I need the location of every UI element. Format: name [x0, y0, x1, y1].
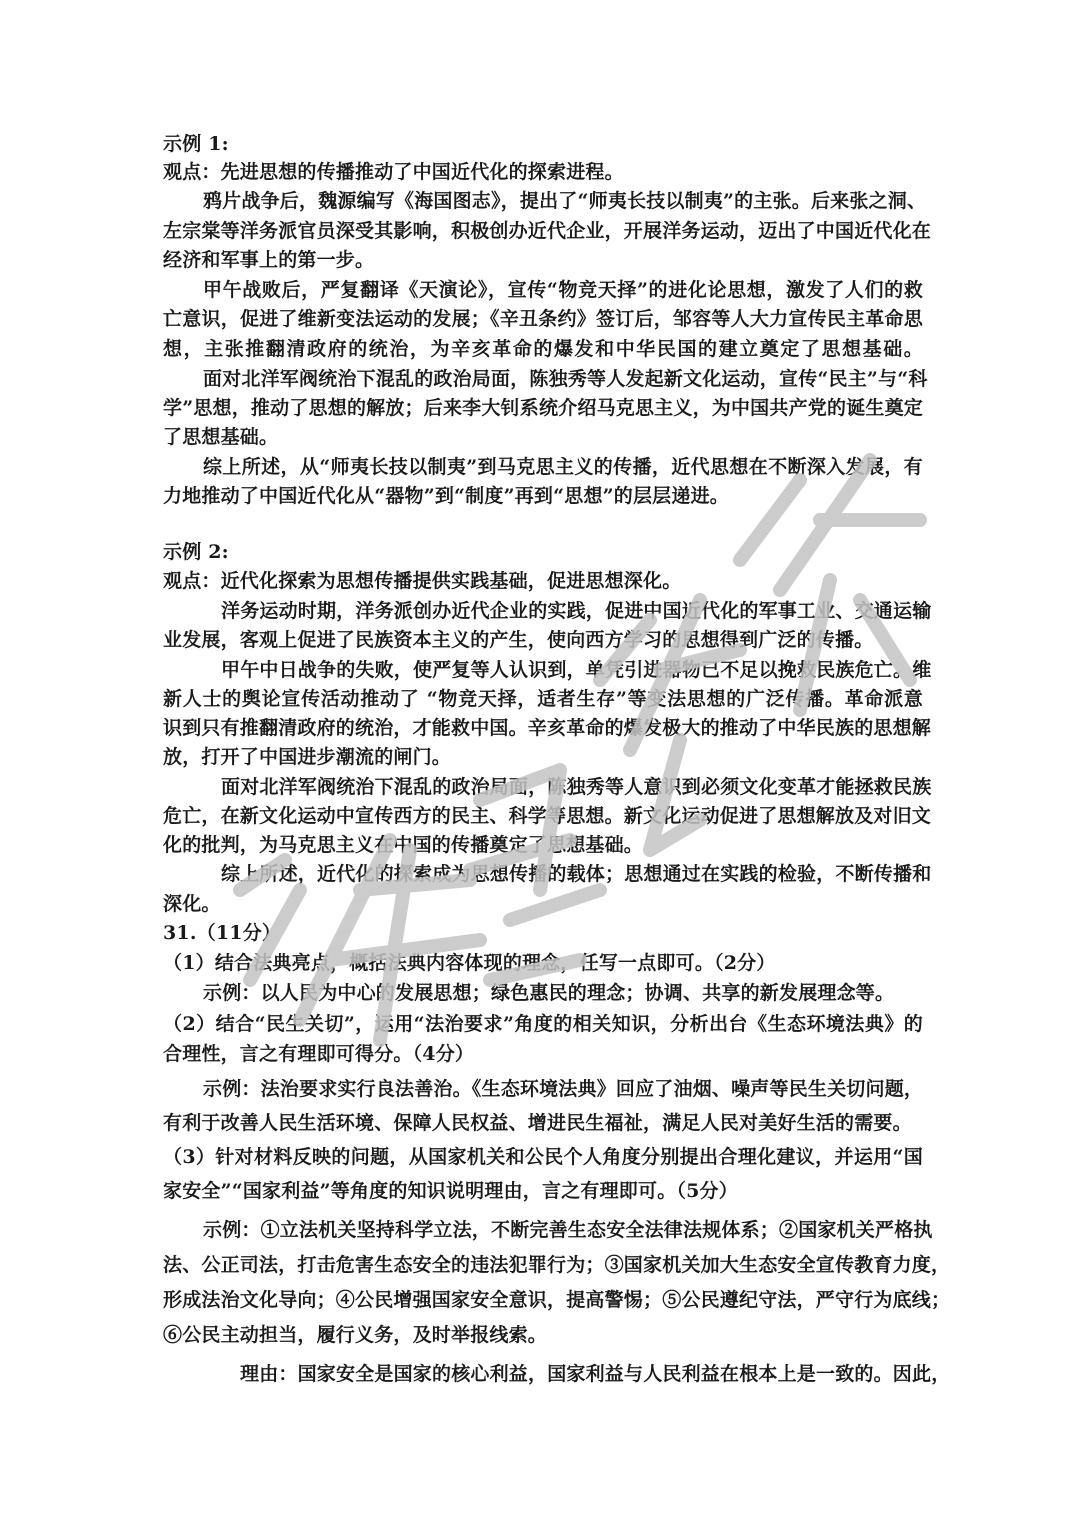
example1-title: 示例 1: — [163, 133, 229, 155]
question31-answer2: 有利于改善人民生活环境、保障人民权益、增进民生福祉，满足人民对美好生活的需要。 — [163, 1112, 912, 1134]
question31-header: 31.（11分） — [163, 922, 282, 944]
example1-line: 了思想基础。 — [163, 426, 279, 448]
question31-answer3: 形成法治文化导向；④公民增强国家安全意识，提高警惕；⑤公民遵纪守法，严守行为底线； — [163, 1289, 951, 1311]
example2-line: 面对北洋军阀统治下混乱的政治局面，陈独秀等人意识到必须文化变革才能拯救民族 — [221, 776, 932, 798]
question31-answer3: ⑥公民主动担当，履行义务，及时举报线索。 — [163, 1324, 548, 1346]
example1-viewpoint: 观点：先进思想的传播推动了中国近代化的探索进程。 — [163, 161, 624, 183]
example2-title: 示例 2: — [163, 541, 229, 563]
question31-part3: 家安全”“国家利益”等角度的知识说明理由，言之有理即可。（5分） — [163, 1180, 738, 1202]
example1-line: 左宗棠等洋务派官员深受其影响，积极创办近代企业，开展洋务运动，迈出了中国近代化在 — [163, 220, 932, 242]
example2-viewpoint: 观点：近代化探索为思想传播提供实践基础，促进思想深化。 — [163, 570, 682, 592]
example2-line: 危亡，在新文化运动中宣传西方的民主、科学等思想。新文化运动促进了思想解放及对旧文 — [163, 805, 932, 827]
example1-line: 鸦片战争后，魏源编写《海国图志》，提出了“师夷长技以制夷”的主张。后来张之洞、 — [203, 190, 927, 212]
example2-line: 识到只有推翻清政府的统治，才能救中国。辛亥革命的爆发极大的推动了中华民族的思想解 — [163, 717, 932, 739]
example2-line: 综上所述，近代化的探索成为思想传播的载体；思想通过在实践的检验，不断传播和 — [221, 863, 932, 885]
example1-line: 甲午战败后，严复翻译《天演论》，宣传“物竞天择”的进化论思想，激发了人们的救 — [203, 279, 923, 301]
example2-line: 洋务运动时期，洋务派创办近代企业的实践，促进中国近代化的军事工业、交通运输 — [221, 600, 932, 622]
example2-line: 深化。 — [163, 893, 221, 915]
example2-line: 甲午中日战争的失败，使严复等人认识到，单凭引进器物已不足以挽救民族危亡。维 — [221, 659, 932, 681]
question31-answer3: 示例：①立法机关坚持科学立法，不断完善生态安全法律法规体系；②国家机关严格执 — [203, 1219, 933, 1241]
example1-line: 力地推动了中国近代化从“器物”到“制度”再到“思想”的层层递进。 — [163, 485, 729, 507]
question31-answer3: 法、公正司法，打击危害生态安全的违法犯罪行为；③国家机关加大生态安全宣传教育力度， — [163, 1254, 951, 1276]
example2-line: 新人士的舆论宣传活动推动了 “物竞天择，适者生存”等变法思想的广泛传播。革命派意 — [163, 688, 923, 710]
question31-part3: （3）针对材料反映的问题，从国家机关和公民个人角度分别提出合理化建议，并运用“国 — [163, 1146, 923, 1168]
question31-part2: （2）结合“民生关切”，运用“法治要求”角度的相关知识，分析出台《生态环境法典》的 — [163, 1013, 923, 1035]
example1-line: 亡意识，促进了维新变法运动的发展；《辛丑条约》签订后，邹容等人大力宣传民主革命思 — [163, 308, 923, 330]
example2-line: 放，打开了中国进步潮流的闸门。 — [163, 746, 452, 768]
question31-answer2: 示例：法治要求实行良法善治。《生态环境法典》回应了油烟、噪声等民生关切问题， — [203, 1078, 924, 1100]
question31-part2: 合理性，言之有理即可得分。（4分） — [163, 1043, 475, 1065]
example1-line: 学”思想，推动了思想的解放；后来李大钊系统介绍马克思主义，为中国共产党的诞生奠定 — [163, 397, 923, 419]
example1-line: 面对北洋军阀统治下混乱的政治局面，陈独秀等人发起新文化运动，宣传“民主”与“科 — [203, 368, 928, 390]
example2-line: 化的批判，为马克思主义在中国的传播奠定了思想基础。 — [163, 834, 644, 856]
example1-line: 综上所述，从“师夷长技以制夷”到马克思主义的传播，近代思想在不断深入发展，有 — [203, 456, 923, 478]
question31-answer1: 示例：以人民为中心的发展思想；绿色惠民的理念；协调、共享的新发展理念等。 — [203, 982, 895, 1004]
example2-line: 业发展，客观上促进了民族资本主义的产生，使向西方学习的思想得到广泛的传播。 — [163, 629, 874, 651]
question31-reason: 理由：国家安全是国家的核心利益，国家利益与人民利益在根本上是一致的。因此， — [240, 1363, 951, 1385]
example1-line: 经济和军事上的第一步。 — [163, 249, 375, 271]
example1-line: 想，主张推翻清政府的统治，为辛亥革命的爆发和中华民国的建立奠定了思想基础。 — [163, 338, 923, 360]
question31-part1: （1）结合法典亮点，概括法典内容体现的理念，任写一点即可。（2分） — [163, 952, 776, 974]
